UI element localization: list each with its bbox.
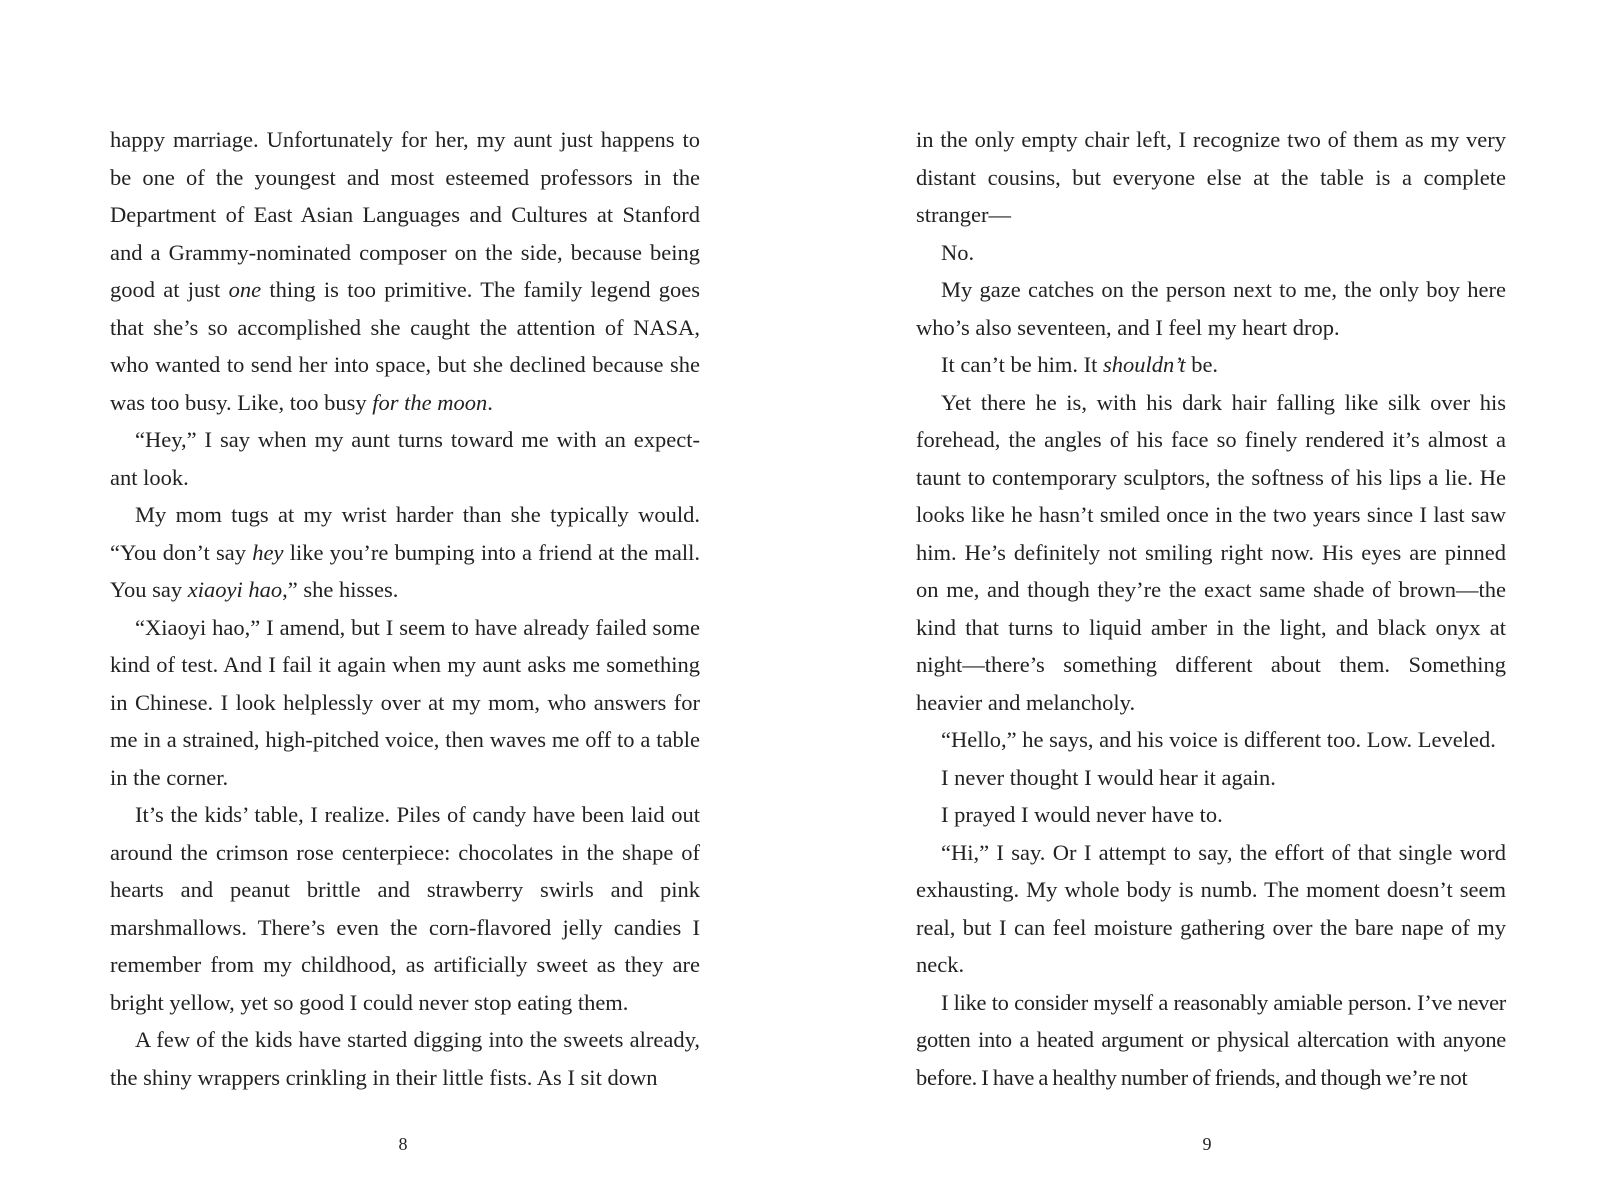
paragraph: “Hi,” I say. Or I attempt to say, the effort of that single word exhausting. My whole body is numb. The moment doesn’t seem real, but I can feel moisture gathering over the bare nape of my neck. bbox=[916, 839, 1506, 977]
paragraph: It can’t be him. It shouldn’t be. bbox=[941, 352, 1219, 377]
paragraph: in the only empty chair left, I recognize two of them as my very distant cousins, but everyone else at the table is a complete stranger— bbox=[916, 127, 1506, 227]
left-page bbox=[110, 121, 700, 1121]
page-number: 8 bbox=[398, 1134, 408, 1154]
paragraph: Yet there he is, with his dark hair falling like silk over his forehead, the angles of his face so finely rendered it’s almost a taunt to contemporary sculptors, the softness of his lips a lie. He looks like he hasn’t smiled once in the two years since I last saw him. He’s definitely not smiling right now. His eyes are pinned on me, and though they’re the exact same shade of brown—the kind that turns to liquid amber in the light, and black onyx at night—there’s something different about them. Something heavier and melancholy. bbox=[916, 389, 1506, 715]
paragraph: “Hey,” I say when my aunt turns toward me with an expect-ant look. bbox=[110, 427, 700, 490]
paragraph: I never thought I would hear it again. bbox=[941, 764, 1276, 790]
paragraph: My gaze catches on the person next to me, the only boy here who’s also seventeen, and I feel my heart drop. bbox=[916, 277, 1506, 340]
paragraph: A few of the kids have started digging into the sweets already, the shiny wrappers crinkling in their little fists. As I sit down bbox=[110, 1027, 700, 1090]
right-page bbox=[916, 121, 1506, 1121]
paragraph: I prayed I would never have to. bbox=[941, 802, 1223, 827]
paragraph: I like to consider myself a reasonably amiable person. I’ve never gotten into a heated argument or physical altercation with anyone before. I have a healthy number of friends, and though we’re not bbox=[916, 989, 1506, 1090]
paragraph: “Hello,” he says, and his voice is different too. Low. Leveled. bbox=[941, 727, 1496, 752]
paragraph: “Xiaoyi hao,” I amend, but I seem to have already failed some kind of test. And I fail it again when my aunt asks me something in Chinese. I look helplessly over at my mom, who answers for me in a strained, high-pitched voice, then waves me off to a table in the corner. bbox=[110, 614, 700, 790]
paragraph: My mom tugs at my wrist harder than she typically would. “You don’t say hey like you’re bumping into a friend at the mall. You say xiaoyi hao,” she hisses. bbox=[110, 502, 700, 602]
page-number: 9 bbox=[1202, 1134, 1212, 1154]
paragraph: It’s the kids’ table, I realize. Piles of candy have been laid out around the crimson rose centerpiece: chocolates in the shape of hearts and peanut brittle and strawberry swirls and pink marshmallows. There’s even the corn-flavored jelly candies I remember from my childhood, as artificially sweet as they are bright yellow, yet so good I could never stop eating them. bbox=[110, 802, 700, 1015]
paragraph: happy marriage. Unfortunately for her, my aunt just happens to be one of the youngest and most esteemed professors in the Department of East Asian Languages and Cultures at Stanford and a Grammy-nominated composer on the side, because being good at just one thing is too primitive. The family legend goes that she’s so accomplished she caught the attention of NASA, who wanted to send her into space, but she declined because she was too busy. Like, too busy for the moon. bbox=[110, 127, 700, 415]
paragraph: No. bbox=[941, 239, 975, 265]
